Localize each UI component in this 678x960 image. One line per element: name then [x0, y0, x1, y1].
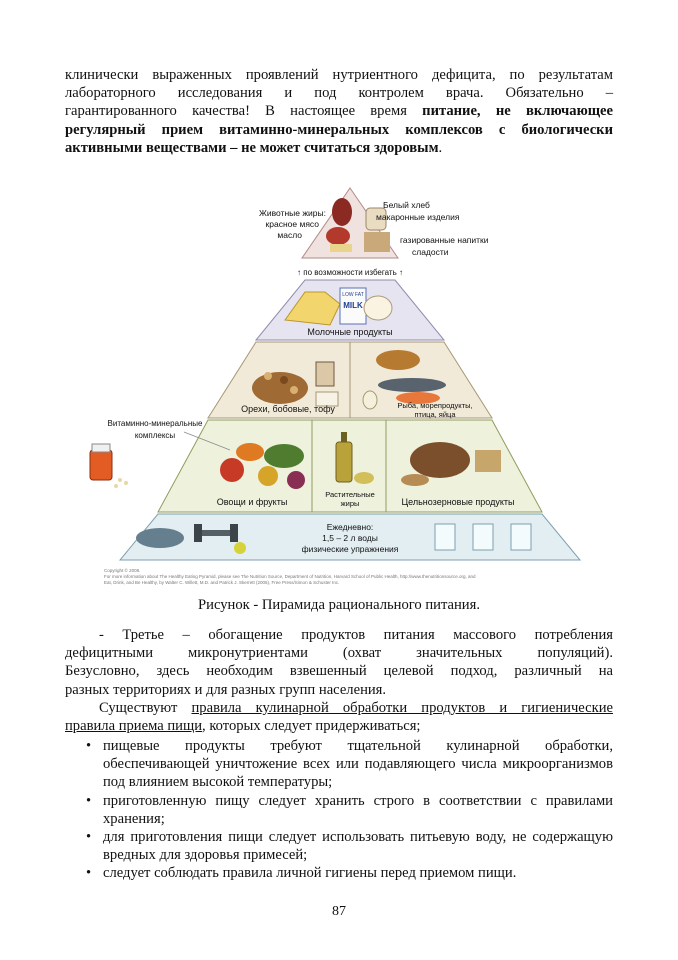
label-dairy: Молочные продукты: [307, 327, 393, 337]
list-item: • для приготовления пищи следует использовать питьевую воду, не содержащую вредных для здоровья примесей;: [86, 829, 613, 864]
rules-list: [65, 737, 613, 883]
bullet-icon: •: [86, 865, 92, 882]
label-daily: Ежедневно:: [326, 522, 374, 532]
water-glasses-icon: [435, 524, 531, 550]
list-item: • приготовленную пищу следует хранить строго в соответствии с правилами хранения;: [86, 792, 613, 827]
intro-line-1: клинически выраженных проявлений нутриентного дефицита, по результатам: [65, 67, 613, 83]
copyright-line-2: For more information about The Healthy Eating Pyramid, please see The Nutrition Source, Department of Nutrition, Harvard School of Public Health, http://www.thenutritionsource.org, and: [104, 574, 476, 579]
label-vitamins-2: комплексы: [134, 431, 176, 440]
milk-carton-text: MILK: [343, 301, 363, 310]
label-fish-2: птица, яйца: [414, 410, 456, 419]
label-water: 1,5 – 2 л воды: [322, 533, 378, 543]
third-line-4: разных территориях и для разных групп населения.: [65, 681, 387, 698]
label-oil-1: Растительные: [325, 490, 375, 499]
third-line-3: Безусловно, здесь необходим взвешенный целевой подход, различный на: [65, 663, 613, 680]
copyright-line-1: Copyright © 2008.: [104, 568, 141, 573]
copyright-line-3: Eat, Drink, and Be Healthy, by Walter C. Willett, M.D. and Patrick J. Skerrett (2005), Free Press/Simon & Schuster Inc.: [104, 580, 340, 585]
lowfat-text: LOW FAT: [342, 292, 364, 298]
third-line-1: - Третье – обогащение продуктов питания массового потребления: [99, 627, 613, 643]
vitamin-bottle-icon: [90, 444, 128, 488]
intro-line-3: гарантированного качества! В настоящее время питание, не включающее: [65, 103, 613, 120]
label-butter: масло: [277, 230, 302, 240]
label-grain: Цельнозерновые продукты: [401, 497, 515, 507]
label-pasta: макаронные изделия: [376, 212, 460, 222]
label-vegetables: Овощи и фрукты: [216, 497, 288, 507]
list-item: • пищевые продукты требуют тщательной кулинарной обработки, обеспечивающей уничтожение всех или подавляющего числа микроорганизмов под влиянием высокой температуры;: [86, 738, 613, 791]
label-white-bread: Белый хлеб: [383, 200, 430, 210]
food-pyramid-figure: [80, 180, 620, 585]
intro-line-4: регулярный прием витаминно-минеральных комплексов с биологически: [65, 121, 613, 138]
list-item: • следует соблюдать правила личной гигиены перед приемом пищи.: [86, 865, 517, 882]
third-line-2: дефицитными микронутриентами (охват значительных популяций).: [65, 645, 613, 662]
label-fish-1: Рыба, морепродукты,: [397, 401, 473, 410]
intro-line-5: активными веществами – не может считаться здоровым.: [65, 139, 443, 156]
label-oil-2: жиры: [340, 499, 360, 508]
bullet-icon: •: [86, 738, 92, 754]
rules-line-1: Существуют правила кулинарной обработки продуктов и гигиенические: [99, 700, 613, 716]
label-animal-fats: Животные жиры:: [259, 208, 326, 218]
intro-paragraph: [65, 66, 613, 157]
intro-line-2: лабораторного исследования и под контролем врача. Обязательно –: [65, 85, 613, 102]
label-avoid: ↑ по возможности избегать ↑: [297, 268, 403, 277]
bullet-icon: •: [86, 829, 92, 846]
label-vitamins-1: Витаминно-минеральные: [107, 419, 203, 428]
label-sweets: сладости: [412, 247, 449, 257]
rules-paragraph: [65, 699, 613, 735]
label-exercise: физические упражнения: [301, 544, 399, 554]
third-paragraph: [65, 626, 613, 699]
label-red-meat: красное мясо: [265, 219, 319, 229]
figure-caption: Рисунок - Пирамида рационального питания.: [198, 597, 480, 613]
bullet-icon: •: [86, 792, 92, 809]
label-soda: газированные напитки: [400, 235, 489, 245]
label-nuts: Орехи, бобовые, тофу: [241, 404, 335, 414]
rules-line-2: правила приема пищи, которых следует придерживаться;: [65, 718, 421, 735]
page-number: 87: [332, 904, 346, 919]
